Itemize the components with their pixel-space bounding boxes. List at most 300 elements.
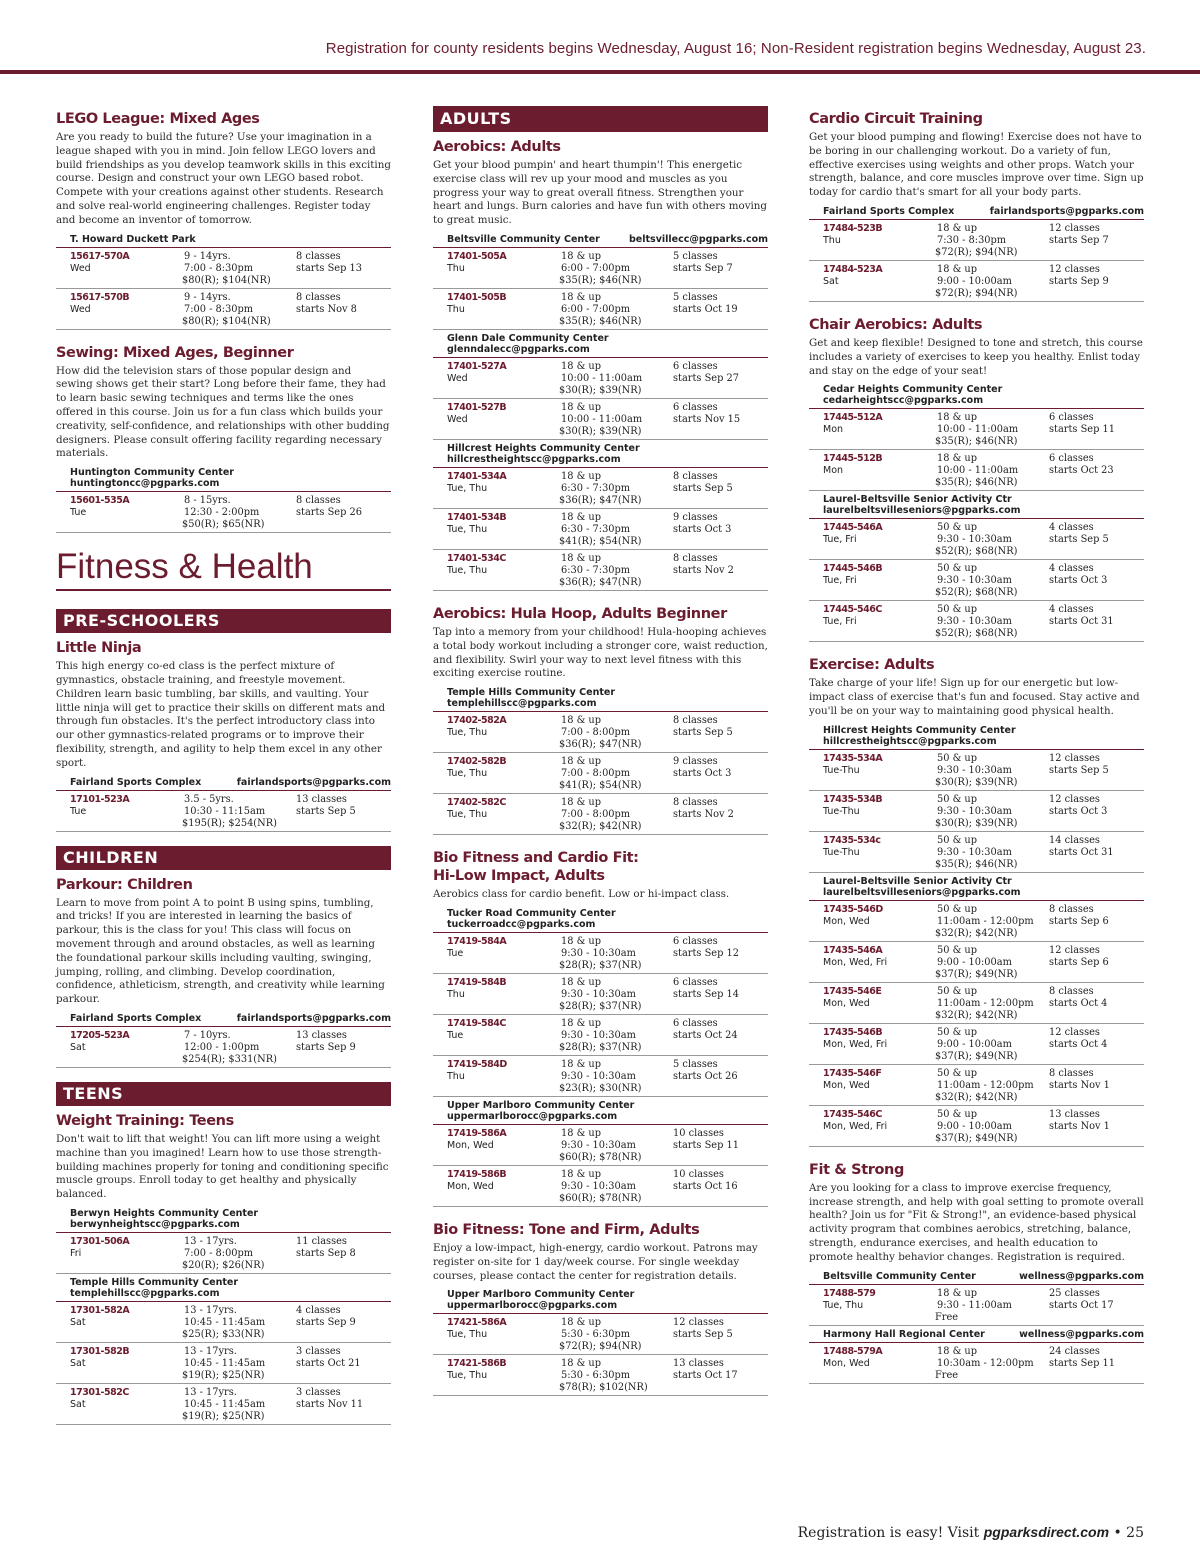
class-days: Tue, Fri	[823, 575, 857, 587]
class-days: Mon, Wed	[447, 1180, 494, 1192]
course-code[interactable]: 17435-546E	[823, 985, 882, 997]
class-time: 7:00 - 8:30pm	[184, 303, 254, 315]
section-description: Are you ready to build the future? Use your imagination in a league shaped with you in mind. Join fellow LEGO lovers and build friendships as you develop teamwork skills in this exciting course. Design and construct your own LEGO based robot. Compete with your creations against other students. Research and solve real-world engineering challenges. Register today and become an inventor of tomorrow.	[56, 131, 391, 226]
facility-name: Temple Hills Community Center	[447, 687, 616, 699]
course-code[interactable]: 17402-582B	[447, 756, 507, 768]
class-row	[809, 560, 1144, 601]
class-row	[56, 248, 391, 289]
facility-email[interactable]: wellness@pgparks.com	[1019, 1270, 1144, 1282]
age-range: 9 - 14yrs.	[184, 250, 231, 262]
course-code[interactable]: 15601-535A	[70, 495, 130, 507]
class-count: 8 classes	[673, 552, 718, 564]
facility-name: Beltsville Community Center	[447, 233, 600, 245]
start-date: starts Sep 5	[673, 727, 733, 739]
class-row	[433, 1056, 768, 1097]
start-date: starts Oct 19	[673, 303, 738, 315]
class-days: Thu	[447, 988, 465, 1000]
class-table	[433, 1125, 768, 1207]
class-table	[809, 519, 1144, 642]
facility-email[interactable]: beltsvillecc@pgparks.com	[629, 233, 768, 245]
fit-strong-section	[809, 1161, 1144, 1384]
start-date: starts Sep 5	[673, 482, 733, 494]
section-title: Aerobics: Adults	[433, 139, 561, 155]
course-code[interactable]: 17445-546B	[823, 563, 883, 575]
class-count: 6 classes	[673, 1017, 718, 1029]
class-time: 11:00am - 12:00pm	[937, 997, 1034, 1009]
class-row	[56, 1343, 391, 1384]
facility-email[interactable]: hillcrestheightscc@pgparks.com	[447, 453, 621, 465]
facility-header	[809, 491, 1144, 519]
section-title: Sewing: Mixed Ages, Beginner	[56, 344, 294, 361]
age-range: 18 & up	[937, 453, 977, 465]
class-time: 10:00 - 11:00am	[937, 424, 1019, 436]
facility-email[interactable]: fairlandsports@pgparks.com	[989, 205, 1144, 217]
age-range: 50 & up	[937, 985, 977, 997]
course-code[interactable]: 17401-534A	[447, 470, 507, 482]
course-code[interactable]: 17435-534A	[823, 752, 883, 764]
facility-email[interactable]: laurelbeltsvilleseniors@pgparks.com	[823, 505, 1021, 517]
class-fee: $80(R); $104(NR)	[182, 315, 271, 327]
course-code[interactable]: 17484-523B	[823, 222, 883, 234]
class-days: Tue, Fri	[823, 534, 857, 546]
course-code[interactable]: 17484-523A	[823, 263, 883, 275]
class-row	[809, 750, 1144, 791]
class-time: 7:00 - 8:00pm	[561, 768, 631, 780]
course-code[interactable]: 17401-505A	[447, 250, 507, 262]
facility-email[interactable]: huntingtoncc@pgparks.com	[70, 478, 220, 490]
facility-name: Tucker Road Community Center	[447, 907, 616, 919]
facility-email[interactable]: tuckerroadcc@pgparks.com	[447, 918, 596, 930]
class-fee: $50(R); $65(NR)	[182, 519, 265, 531]
class-time: 9:00 - 10:00am	[937, 956, 1012, 968]
age-range: 50 & up	[937, 522, 977, 534]
start-date: starts Sep 7	[673, 262, 733, 274]
class-row	[809, 1106, 1144, 1147]
class-time: 9:30 - 10:30am	[561, 988, 636, 1000]
class-time: 9:30 - 10:30am	[937, 575, 1012, 587]
course-code[interactable]: 17419-584B	[447, 976, 507, 988]
top-banner	[0, 0, 1200, 74]
facility-email[interactable]: uppermarlborocc@pgparks.com	[447, 1110, 618, 1122]
course-code[interactable]: 17435-534c	[823, 834, 881, 846]
class-days: Sat	[70, 1398, 86, 1410]
facility-name: Upper Marlboro Community Center	[447, 1289, 635, 1301]
course-code[interactable]: 17401-527A	[447, 360, 507, 372]
class-days: Tue	[70, 507, 87, 519]
start-date: starts Oct 17	[673, 1370, 738, 1382]
class-count: 8 classes	[673, 797, 718, 809]
facility-name: Laurel-Beltsville Senior Activity Ctr	[823, 494, 1012, 506]
class-fee: $30(R); $39(NR)	[935, 776, 1018, 788]
facility-name: T. Howard Duckett Park	[70, 233, 196, 245]
class-fee: $72(R); $94(NR)	[935, 246, 1018, 258]
adults-band: ADULTS	[433, 106, 768, 132]
class-fee: $35(R); $46(NR)	[935, 436, 1018, 448]
lego-league-section	[56, 110, 391, 330]
facility-name: Hillcrest Heights Community Center	[823, 724, 1016, 736]
class-row	[433, 289, 768, 330]
class-time: 6:30 - 7:30pm	[561, 523, 631, 535]
children-band: CHILDREN	[56, 846, 391, 870]
class-row	[56, 1233, 391, 1274]
class-fee: $30(R); $39(NR)	[559, 384, 642, 396]
class-fee: $37(R); $49(NR)	[935, 1050, 1018, 1062]
class-time: 12:00 - 1:00pm	[184, 1041, 260, 1053]
class-days: Sat	[70, 1316, 86, 1328]
section-title: Chair Aerobics: Adults	[809, 316, 983, 333]
facility-name: Glenn Dale Community Center	[447, 332, 609, 344]
age-range: 18 & up	[937, 412, 977, 424]
course-code[interactable]: 17419-584D	[447, 1058, 507, 1070]
age-range: 13 - 17yrs.	[184, 1235, 237, 1247]
course-code[interactable]: 15617-570B	[70, 291, 130, 303]
column-left	[56, 110, 391, 1439]
course-code[interactable]: 17419-586A	[447, 1127, 507, 1139]
start-date: starts Oct 3	[673, 523, 732, 535]
age-range: 13 - 17yrs.	[184, 1304, 237, 1316]
class-time: 9:30 - 10:30am	[561, 1070, 636, 1082]
footer-site-link[interactable]: pgparksdirect.com	[983, 1524, 1110, 1540]
class-count: 8 classes	[1049, 1067, 1094, 1079]
facility-email[interactable]: glenndalecc@pgparks.com	[447, 343, 590, 355]
class-count: 12 classes	[1049, 752, 1100, 764]
class-row	[433, 468, 768, 509]
age-range: 18 & up	[937, 1345, 977, 1357]
age-range: 18 & up	[561, 401, 601, 413]
class-row	[433, 358, 768, 399]
class-time: 10:45 - 11:45am	[184, 1357, 266, 1369]
class-fee: $28(R); $37(NR)	[559, 959, 642, 971]
facility-header	[809, 873, 1144, 901]
class-time: 10:45 - 11:45am	[184, 1398, 266, 1410]
class-time: 10:00 - 11:00am	[561, 372, 643, 384]
class-row	[809, 450, 1144, 491]
class-count: 11 classes	[296, 1235, 347, 1247]
class-count: 10 classes	[673, 1168, 724, 1180]
course-code[interactable]: 17301-582C	[70, 1386, 129, 1398]
class-days: Mon, Wed, Fri	[823, 956, 888, 968]
facility-header	[809, 381, 1144, 409]
section-title: Little Ninja	[56, 640, 142, 657]
aerobics-adults-section	[433, 138, 768, 591]
age-range: 50 & up	[937, 834, 977, 846]
registration-notice: Registration for county residents begins Wednesday, August 16; Non-Resident registration begins Wednesday, August 23.	[325, 40, 1146, 57]
class-count: 6 classes	[1049, 453, 1094, 465]
start-date: starts Oct 31	[1049, 616, 1114, 628]
section-description: Get your blood pumpin' and heart thumpin'! This energetic exercise class will rev up your mood and muscles as you progress your way to great overall fitness. Strengthen your heart and lungs. Burn calories and have fun with others moving to great music.	[433, 159, 768, 227]
start-date: starts Nov 1	[1049, 1120, 1110, 1132]
age-range: 18 & up	[561, 552, 601, 564]
class-days: Tue, Thu	[447, 564, 488, 576]
start-date: starts Sep 8	[296, 1247, 356, 1259]
class-count: 4 classes	[1049, 563, 1094, 575]
class-count: 6 classes	[673, 360, 718, 372]
facility-name: Upper Marlboro Community Center	[447, 1099, 635, 1111]
age-range: 18 & up	[561, 1168, 601, 1180]
class-time: 11:00am - 12:00pm	[937, 915, 1034, 927]
class-days: Tue-Thu	[823, 846, 860, 858]
section-title: Bio Fitness: Tone and Firm, Adults	[433, 1221, 700, 1238]
hula-hoop-section	[433, 605, 768, 835]
class-row	[809, 901, 1144, 942]
age-range: 18 & up	[561, 797, 601, 809]
class-count: 24 classes	[1049, 1345, 1100, 1357]
age-range: 50 & up	[937, 903, 977, 915]
age-range: 8 - 15yrs.	[184, 495, 231, 507]
start-date: starts Sep 13	[296, 262, 362, 274]
course-code[interactable]: 17401-534C	[447, 552, 506, 564]
class-row	[809, 832, 1144, 873]
class-count: 12 classes	[673, 1317, 724, 1329]
class-count: 5 classes	[673, 250, 718, 262]
course-code[interactable]: 17435-534B	[823, 793, 883, 805]
age-range: 18 & up	[561, 756, 601, 768]
class-days: Mon, Wed	[823, 1079, 870, 1091]
class-fee: $28(R); $37(NR)	[559, 1041, 642, 1053]
age-range: 50 & up	[937, 793, 977, 805]
class-count: 13 classes	[296, 1029, 347, 1041]
class-row	[433, 712, 768, 753]
start-date: starts Sep 5	[1049, 534, 1109, 546]
course-code[interactable]: 17301-506A	[70, 1235, 130, 1247]
section-description: Get your blood pumping and flowing! Exercise does not have to be boring in our challenging workout. Do a variety of fun, effective exercises using weights and other props. Watch your strength, balance, and core muscles improve over time. Sign up today for cardio that's smart for all your body parts.	[809, 131, 1144, 199]
class-row	[433, 974, 768, 1015]
start-date: starts Oct 4	[1049, 997, 1108, 1009]
class-days: Tue, Thu	[447, 727, 488, 739]
class-row	[809, 519, 1144, 560]
start-date: starts Oct 24	[673, 1029, 738, 1041]
facility-email[interactable]: cedarheightscc@pgparks.com	[823, 395, 984, 407]
class-fee: $32(R); $42(NR)	[935, 1009, 1018, 1021]
class-row	[809, 220, 1144, 261]
class-table	[56, 1027, 391, 1068]
class-fee: $52(R); $68(NR)	[935, 587, 1018, 599]
age-range: 18 & up	[561, 511, 601, 523]
facility-name: Fairland Sports Complex	[70, 1012, 202, 1024]
class-row	[56, 289, 391, 330]
class-time: 9:30 - 10:30am	[561, 1029, 636, 1041]
age-range: 13 - 17yrs.	[184, 1386, 237, 1398]
class-days: Tue, Thu	[447, 768, 488, 780]
section-title: Exercise: Adults	[809, 657, 935, 674]
class-fee: $36(R); $47(NR)	[559, 576, 642, 588]
class-time: 6:00 - 7:00pm	[561, 262, 631, 274]
course-code[interactable]: 17435-546C	[823, 1108, 882, 1120]
class-row	[56, 1302, 391, 1343]
age-range: 18 & up	[561, 976, 601, 988]
class-time: 6:30 - 7:30pm	[561, 564, 631, 576]
course-code[interactable]: 17401-527B	[447, 401, 507, 413]
class-days: Mon	[823, 465, 844, 477]
class-time: 6:30 - 7:30pm	[561, 482, 631, 494]
class-fee: $23(R); $30(NR)	[559, 1082, 642, 1094]
facility-email[interactable]: berwynheightscc@pgparks.com	[70, 1218, 240, 1230]
section-description: This high energy co-ed class is the perfect mixture of gymnastics, obstacle training, and freestyle movement. Children learn basic tumbling, bar skills, and vaulting. Your little ninja will get to practice their skills on different mats and through fun obstacles. It's the perfect introductory class into our other gymnastics-related programs or to improve their flexibility, strength, and agility to help them excel in any other sport.	[56, 660, 386, 769]
class-days: Wed	[70, 262, 91, 274]
class-fee: $41(R); $54(NR)	[559, 780, 642, 792]
start-date: starts Oct 26	[673, 1070, 738, 1082]
class-fee: $30(R); $39(NR)	[935, 817, 1018, 829]
class-days: Tue-Thu	[823, 805, 860, 817]
start-date: starts Nov 1	[1049, 1079, 1110, 1091]
class-time: 7:00 - 8:00pm	[184, 1247, 254, 1259]
class-days: Thu	[823, 234, 841, 246]
class-row	[433, 509, 768, 550]
section-title: Cardio Circuit Training	[809, 111, 983, 127]
class-table	[809, 750, 1144, 873]
age-range: 9 - 14yrs.	[184, 291, 231, 303]
class-time: 10:30am - 12:00pm	[937, 1357, 1034, 1369]
age-range: 18 & up	[561, 1358, 601, 1370]
course-code[interactable]: 17435-546A	[823, 944, 883, 956]
start-date: starts Sep 5	[1049, 764, 1109, 776]
class-row	[433, 1166, 768, 1207]
course-code[interactable]: 17445-546C	[823, 604, 882, 616]
bio-fitness-cardio-section	[433, 849, 768, 1207]
section-description: Get and keep flexible! Designed to tone and stretch, this course includes a variety of exercises to keep you healthy. Enlist today and stay on the edge of your seat!	[809, 336, 1143, 377]
class-table	[56, 1233, 391, 1274]
course-code[interactable]: 17419-586B	[447, 1168, 507, 1180]
course-code[interactable]: 17101-523A	[70, 793, 130, 805]
class-table	[433, 468, 768, 591]
course-code[interactable]: 17421-586A	[447, 1317, 507, 1329]
class-row	[809, 791, 1144, 832]
start-date: starts Sep 9	[296, 1041, 356, 1053]
facility-email[interactable]: uppermarlborocc@pgparks.com	[447, 1300, 618, 1312]
age-range: 50 & up	[937, 563, 977, 575]
age-range: 18 & up	[561, 250, 601, 262]
section-title: LEGO League: Mixed Ages	[56, 111, 260, 127]
start-date: starts Nov 8	[296, 303, 357, 315]
class-count: 13 classes	[1049, 1108, 1100, 1120]
age-range: 18 & up	[561, 470, 601, 482]
facility-name: Cedar Heights Community Center	[823, 384, 1003, 396]
class-fee: $80(R); $104(NR)	[182, 274, 271, 286]
class-fee: $32(R); $42(NR)	[935, 1091, 1018, 1103]
class-table	[809, 409, 1144, 491]
facility-name: Huntington Community Center	[70, 467, 234, 479]
course-code[interactable]: 17205-523A	[70, 1029, 130, 1041]
teens-band: TEENS	[56, 1082, 391, 1106]
course-code[interactable]: 17419-584A	[447, 935, 507, 947]
age-range: 18 & up	[561, 935, 601, 947]
class-time: 7:00 - 8:00pm	[561, 727, 631, 739]
class-days: Tue, Thu	[447, 1329, 488, 1341]
course-code[interactable]: 17435-546B	[823, 1026, 883, 1038]
class-table	[433, 248, 768, 330]
start-date: starts Sep 9	[296, 1316, 356, 1328]
class-days: Tue-Thu	[823, 764, 860, 776]
course-code[interactable]: 17401-505B	[447, 291, 507, 303]
class-row	[433, 753, 768, 794]
start-date: starts Oct 4	[1049, 1038, 1108, 1050]
class-days: Sat	[70, 1357, 86, 1369]
section-title: Bio Fitness and Cardio Fit:	[433, 850, 639, 867]
class-table	[809, 1343, 1144, 1384]
section-description: Learn to move from point A to point B using spins, tumbling, and tricks! If you are interested in learning the basics of parkour, this is the class for you! This class will focus on movement through and around obstacles, as well as learning the foundational parkour skills including vaulting, swinging, jumping, rolling, and climbing. Develop coordination, confidence, athleticism, strength, and creativity while learning parkour.	[56, 896, 385, 1006]
course-code[interactable]: 17301-582A	[70, 1304, 130, 1316]
facility-name: Hillcrest Heights Community Center	[447, 442, 640, 454]
facility-email[interactable]: fairlandsports@pgparks.com	[236, 1012, 391, 1024]
course-code[interactable]: 17419-584C	[447, 1017, 506, 1029]
class-count: 12 classes	[1049, 1026, 1100, 1038]
age-range: 50 & up	[937, 1108, 977, 1120]
facility-email[interactable]: fairlandsports@pgparks.com	[236, 776, 391, 788]
facility-email[interactable]: templehillscc@pgparks.com	[70, 1287, 220, 1299]
facility-name: Harmony Hall Regional Center	[823, 1328, 985, 1340]
facility-email[interactable]: hillcrestheightscc@pgparks.com	[823, 735, 997, 747]
class-count: 8 classes	[296, 495, 341, 507]
course-code[interactable]: 17488-579A	[823, 1345, 883, 1357]
facility-email[interactable]: wellness@pgparks.com	[1019, 1328, 1144, 1340]
start-date: starts Sep 26	[296, 507, 362, 519]
course-code[interactable]: 17435-546F	[823, 1067, 882, 1079]
class-days: Tue, Fri	[823, 616, 857, 628]
facility-header	[809, 203, 1144, 220]
facility-header	[433, 330, 768, 358]
class-count: 3 classes	[296, 1345, 341, 1357]
course-code[interactable]: 15617-570A	[70, 250, 130, 262]
section-description: How did the television stars of those popular design and sewing shows get their start? Long before their fame, they had to learn basic sewing techniques and terms like the ones offered in this course. Join us for a fun class which builds your creativity, self-confidence, and relationships with other budding designers. Please consult offering facility regarding necessary materials.	[56, 364, 390, 460]
class-count: 13 classes	[673, 1358, 724, 1370]
class-days: Tue, Thu	[823, 1299, 864, 1311]
class-table	[56, 791, 391, 832]
class-count: 12 classes	[1049, 263, 1100, 275]
course-code[interactable]: 17445-512A	[823, 412, 883, 424]
class-time: 10:00 - 11:00am	[561, 413, 643, 425]
class-days: Wed	[447, 372, 468, 384]
course-code[interactable]: 17445-546A	[823, 522, 883, 534]
facility-header	[809, 722, 1144, 750]
class-row	[56, 492, 391, 533]
sewing-section	[56, 344, 391, 534]
age-range: 50 & up	[937, 1067, 977, 1079]
class-fee: $32(R); $42(NR)	[559, 821, 642, 833]
class-count: 12 classes	[1049, 793, 1100, 805]
class-fee: $35(R); $46(NR)	[935, 858, 1018, 870]
course-code[interactable]: 17402-582A	[447, 715, 507, 727]
class-days: Thu	[447, 262, 465, 274]
start-date: starts Oct 31	[1049, 846, 1114, 858]
course-code[interactable]: 17402-582C	[447, 797, 506, 809]
class-count: 13 classes	[296, 793, 347, 805]
class-count: 9 classes	[673, 756, 718, 768]
class-row	[809, 409, 1144, 450]
class-fee: $195(R); $254(NR)	[182, 817, 277, 829]
class-time: 9:30 - 10:30am	[937, 616, 1012, 628]
course-code[interactable]: 17445-512B	[823, 453, 883, 465]
start-date: starts Nov 2	[673, 564, 734, 576]
course-code[interactable]: 17488-579	[823, 1287, 876, 1299]
facility-email[interactable]: templehillscc@pgparks.com	[447, 698, 597, 710]
class-count: 9 classes	[673, 511, 718, 523]
course-code[interactable]: 17301-582B	[70, 1345, 130, 1357]
age-range: 18 & up	[561, 715, 601, 727]
course-code[interactable]: 17421-586B	[447, 1358, 507, 1370]
class-row	[433, 248, 768, 289]
tone-firm-section	[433, 1221, 768, 1396]
class-row	[433, 1015, 768, 1056]
class-days: Mon, Wed	[823, 1357, 870, 1369]
class-time: 9:30 - 10:30am	[937, 764, 1012, 776]
class-time: 6:00 - 7:00pm	[561, 303, 631, 315]
course-code[interactable]: 17435-546D	[823, 903, 883, 915]
facility-header	[433, 905, 768, 933]
class-row	[433, 1125, 768, 1166]
course-code[interactable]: 17401-534B	[447, 511, 507, 523]
facility-email[interactable]: laurelbeltsvilleseniors@pgparks.com	[823, 886, 1021, 898]
start-date: starts Sep 6	[1049, 956, 1109, 968]
